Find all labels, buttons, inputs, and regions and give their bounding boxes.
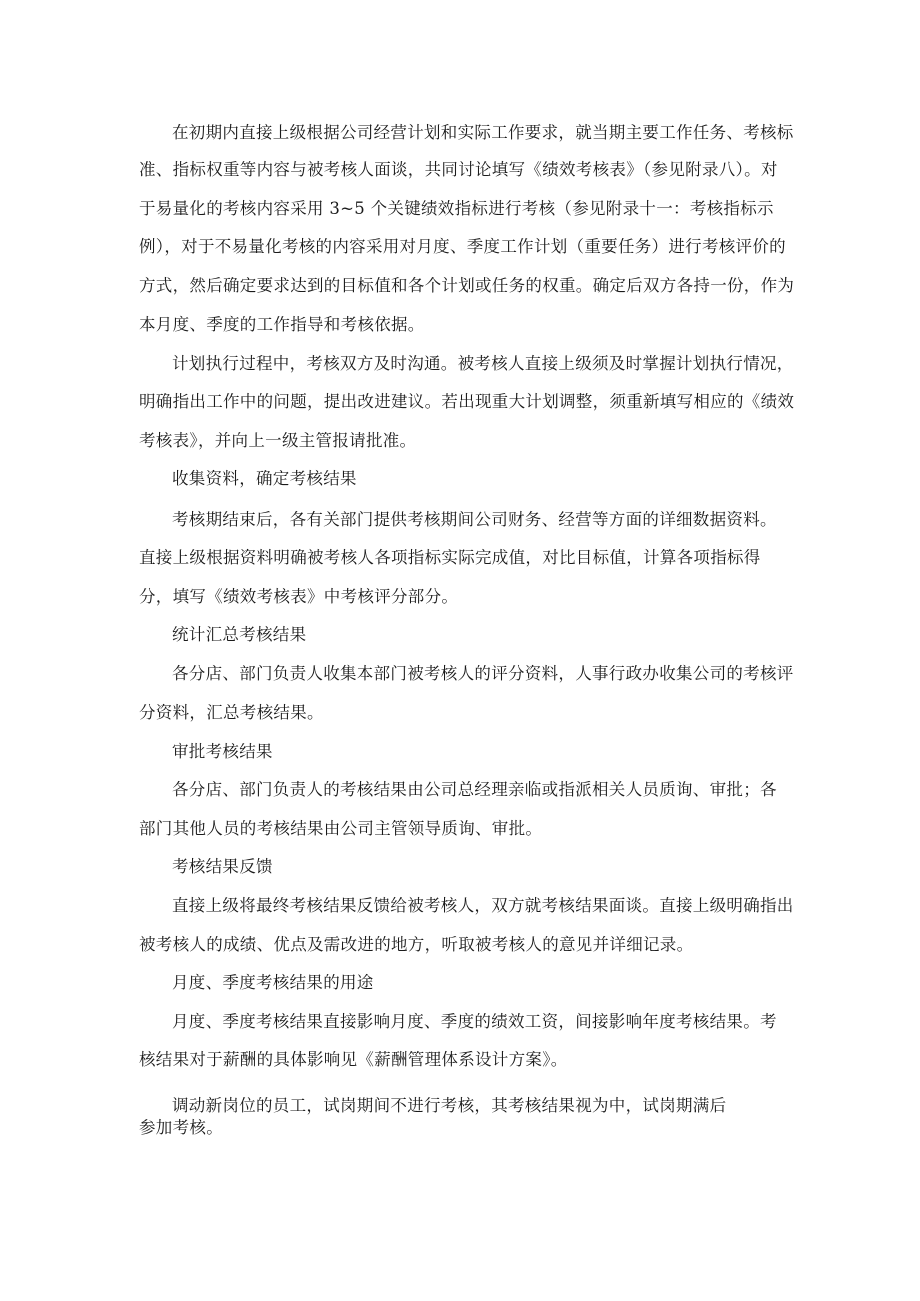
section-heading: 月度、季度考核结果的用途	[172, 973, 374, 992]
paragraph-line: 部门其他人员的考核结果由公司主管领导质询、审批。	[139, 819, 543, 838]
paragraph-line: 各分店、部门负责人的考核结果由公司总经理亲临或指派相关人员质询、审批；各	[172, 780, 777, 799]
paragraph-line: 分，填写《绩效考核表》中考核评分部分。	[139, 587, 459, 606]
paragraph-line: 考核期结束后，各有关部门提供考核期间公司财务、经营等方面的详细数据资料。	[172, 510, 777, 529]
section-heading: 统计汇总考核结果	[172, 625, 307, 644]
section-heading: 收集资料，确定考核结果	[172, 469, 357, 488]
paragraph-line: 被考核人的成绩、优点及需改进的地方，听取被考核人的意见并详细记录。	[139, 935, 694, 954]
paragraph-line: 方式，然后确定要求达到的目标值和各个计划或任务的权重。确定后双方各持一份，作为	[139, 276, 795, 295]
paragraph-line: 参加考核。	[139, 1118, 223, 1137]
paragraph-line: 准、指标权重等内容与被考核人面谈，共同讨论填写《绩效考核表》（参见附录八）。对	[139, 160, 778, 179]
section-heading: 考核结果反馈	[172, 857, 273, 876]
paragraph-line: 直接上级根据资料明确被考核人各项指标实际完成值，对比目标值，计算各项指标得	[139, 548, 761, 567]
paragraph-line: 直接上级将最终考核结果反馈给被考核人，双方就考核结果面谈。直接上级明确指出	[172, 896, 794, 915]
paragraph-line: 月度、季度考核结果直接影响月度、季度的绩效工资，间接影响年度考核结果。考	[172, 1012, 777, 1031]
paragraph-line: 各分店、部门负责人收集本部门被考核人的评分资料，人事行政办收集公司的考核评	[172, 664, 794, 683]
paragraph-line: 例），对于不易量化考核的内容采用对月度、季度工作计划（重要任务）进行考核评价的	[139, 237, 786, 256]
paragraph-line: 计划执行过程中，考核双方及时沟通。被考核人直接上级须及时掌握计划执行情况，	[172, 354, 794, 373]
paragraph-line: 考核表》，并向上一级主管报请批准。	[139, 431, 417, 450]
paragraph-line: 分资料，汇总考核结果。	[139, 703, 324, 722]
section-heading: 审批考核结果	[172, 742, 273, 761]
paragraph-line: 明确指出工作中的问题，提出改进建议。若出现重大计划调整，须重新填写相应的《绩效	[139, 392, 795, 411]
paragraph-line: 在初期内直接上级根据公司经营计划和实际工作要求，就当期主要工作任务、考核标	[172, 123, 794, 142]
paragraph-line: 本月度、季度的工作指导和考核依据。	[139, 315, 425, 334]
paragraph-line: 于易量化的考核内容采用 3~5 个关键绩效指标进行考核（参见附录十一：考核指标示	[139, 199, 774, 218]
paragraph-line: 调动新岗位的员工，试岗期间不进行考核，其考核结果视为中，试岗期满后	[172, 1096, 727, 1115]
paragraph-line: 核结果对于薪酬的具体影响见《薪酬管理体系设计方案》。	[139, 1050, 568, 1069]
